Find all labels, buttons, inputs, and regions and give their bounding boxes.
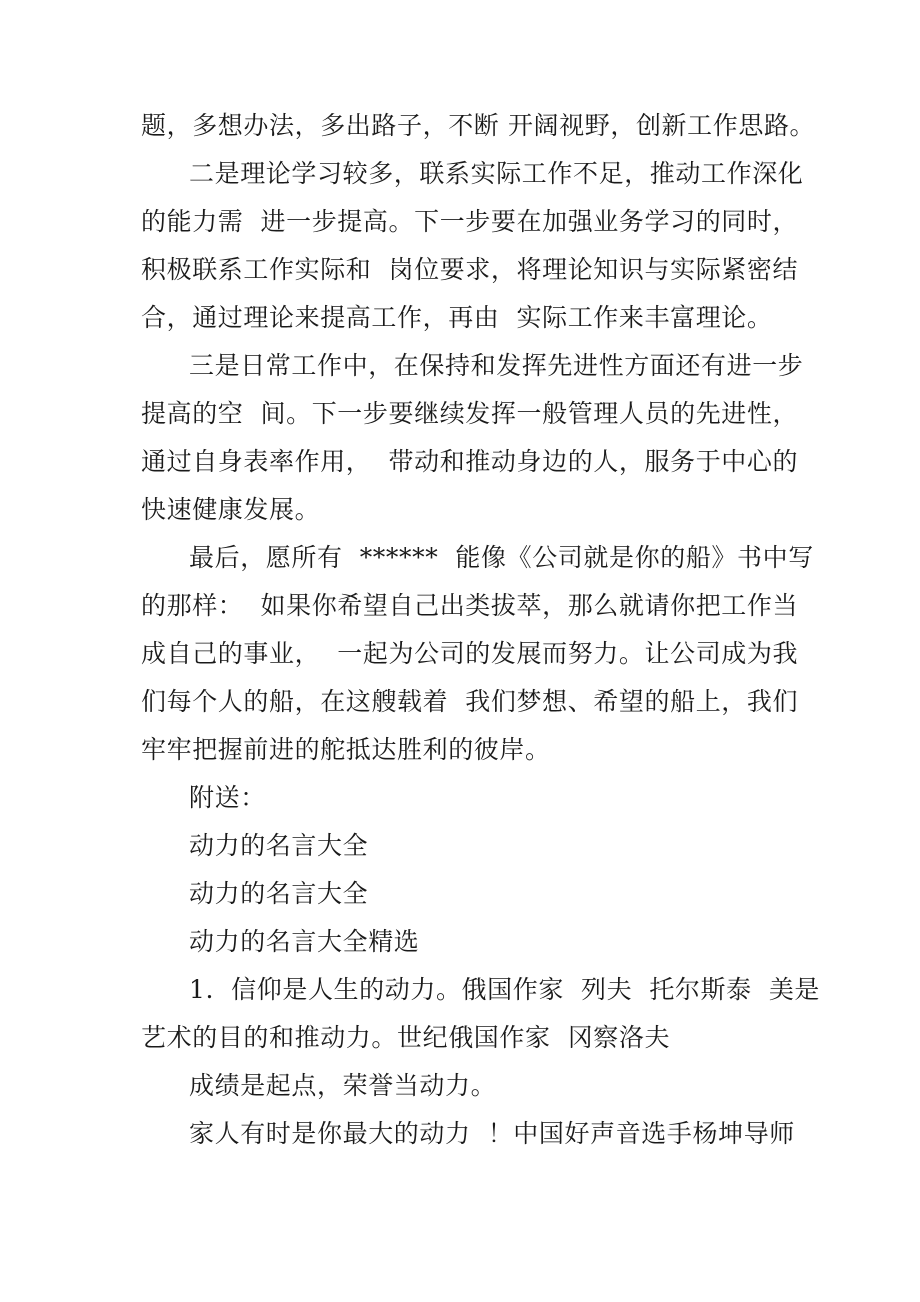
- text-line: 牢牢把握前进的舵抵达胜利的彼岸。: [141, 735, 551, 764]
- paragraph-first-line: 二是理论学习较多，联系实际工作不足，推动工作深化: [189, 159, 804, 188]
- appendix-heading: 动力的名言大全: [189, 879, 369, 908]
- text-line: 合，通过理论来提高工作，再由 实际工作来丰富理论。: [141, 303, 773, 332]
- text-line: 成自己的事业， 一起为公司的发展而努力。让公司成为我: [141, 639, 799, 668]
- text-line: 提高的空 间。下一步要继续发挥一般管理人员的先进性，: [141, 399, 799, 428]
- quote-line: 成绩是起点，荣誉当动力。: [189, 1071, 497, 1100]
- text-line: 快速健康发展。: [141, 495, 321, 524]
- appendix-label: 附送：: [189, 783, 266, 812]
- text-line: 通过自身表率作用， 带动和推动身边的人，服务于中心的: [141, 447, 799, 476]
- text-line: 的能力需 进一步提高。下一步要在加强业务学习的同时，: [141, 207, 799, 236]
- appendix-heading: 动力的名言大全: [189, 831, 369, 860]
- appendix-heading: 动力的名言大全精选: [189, 927, 420, 956]
- text-line: 积极联系工作实际和 岗位要求，将理论知识与实际紧密结: [141, 255, 799, 284]
- text-line: 们每个人的船，在这艘载着 我们梦想、希望的船上，我们: [141, 687, 799, 716]
- text-line: 的那样： 如果你希望自己出类拔萃，那么就请你把工作当: [141, 591, 799, 620]
- paragraph-first-line: 最后，愿所有 ****** 能像《公司就是你的船》书中写: [189, 543, 814, 572]
- quote-line: 家人有时是你最大的动力 ！中国好声音选手杨坤导师: [189, 1119, 795, 1148]
- text-line: 题，多想办法，多出路子，不断 开阔视野，创新工作思路。: [141, 111, 816, 140]
- text-line: 艺术的目的和推动力。世纪俄国作家 冈察洛夫: [141, 1023, 671, 1052]
- quote-first-line: 1. 信仰是人生的动力。俄国作家 列夫 托尔斯泰 美是: [189, 975, 821, 1004]
- paragraph-first-line: 三是日常工作中，在保持和发挥先进性方面还有进一步: [189, 351, 804, 380]
